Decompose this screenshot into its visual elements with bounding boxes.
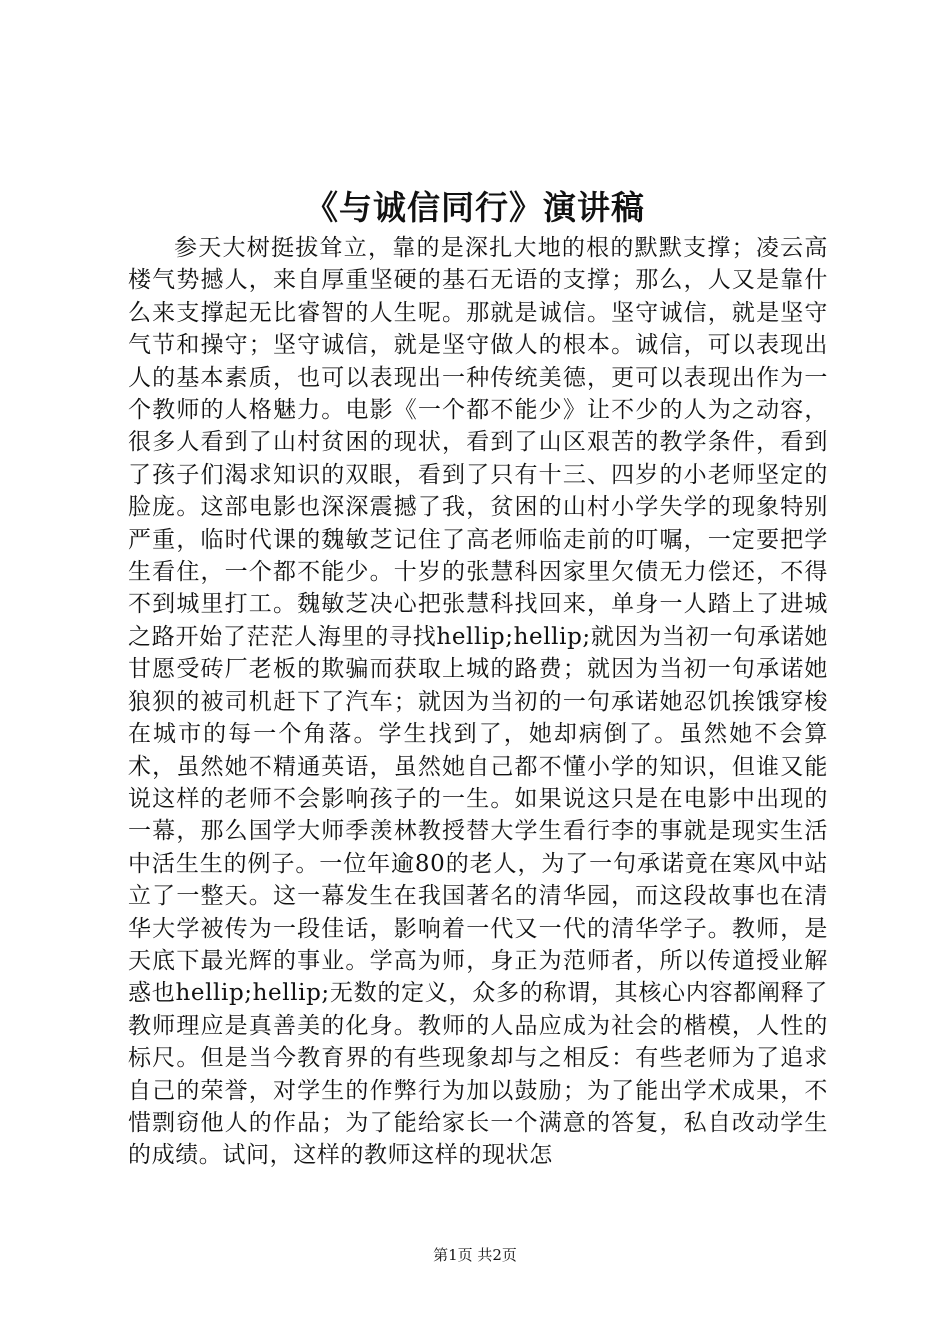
document-title: 《与诚信同行》演讲稿 <box>305 188 645 227</box>
document-body-paragraph: 参天大树挺拔耸立，靠的是深扎大地的根的默默支撑；凌云高楼气势撼人，来自厚重坚硬的基石无语的支撑；那么，人又是靠什么来支撑起无比睿智的人生呢。那就是诚信。坚守诚信，就是坚守气节和操守；坚守诚信，就是坚守做人的根本。诚信，可以表现出人的基本素质，也可以表现出一种传统美德，更可以表现出作为一个教师的人格魅力。电影《一个都不能少》让不少的人为之动容，很多人看到了山村贫困的现状，看到了山区艰苦的教学条件，看到了孩子们渴求知识的双眼，看到了只有十三、四岁的小老师坚定的脸庞。这部电影也深深震撼了我，贫困的山村小学失学的现象特别严重，临时代课的魏敏芝记住了高老师临走前的叮嘱，一定要把学生看住，一个都不能少。十岁的张慧科因家里欠债无力偿还，不得不到城里打工。魏敏芝决心把张慧科找回来，单身一人踏上了进城之路开始了茫茫人海里的寻找hellip;hellip;就因为当初一句承诺她甘愿受砖厂老板的欺骗而获取上城的路费；就因为当初一句承诺她狼狈的被司机赶下了汽车；就因为当初的一句承诺她忍饥挨饿穿梭在城市的每一个角落。学生找到了，她却病倒了。虽然她不会算术，虽然她不精通英语，虽然她自己都不懂小学的知识，但谁又能说这样的老师不会影响孩子的一生。如果说这只是在电影中出现的一幕，那么国学大师季羡林教授替大学生看行李的事就是现实生活中活生生的例子。一位年逾80的老人，为了一句承诺竟在寒风中站立了一整天。这一幕发生在我国著名的清华园，而这段故事也在清华大学被传为一段佳话，影响着一代又一代的清华学子。教师，是天底下最光辉的事业。学高为师，身正为范师者，所以传道授业解惑也hellip;hellip;无数的定义，众多的称谓，其核心内容都阐释了教师理应是真善美的化身。教师的人品应成为社会的楷模，人性的标尺。但是当今教育界的有些现象却与之相反：有些老师为了追求自己的荣誉，对学生的作弊行为加以鼓励；为了能出学术成果，不惜剽窃他人的作品；为了能给家长一个满意的答复，私自改动学生的成绩。试问，这样的教师这样的现状怎 <box>128 235 828 1169</box>
page-number-footer: 第1页 共2页 <box>433 1246 517 1264</box>
